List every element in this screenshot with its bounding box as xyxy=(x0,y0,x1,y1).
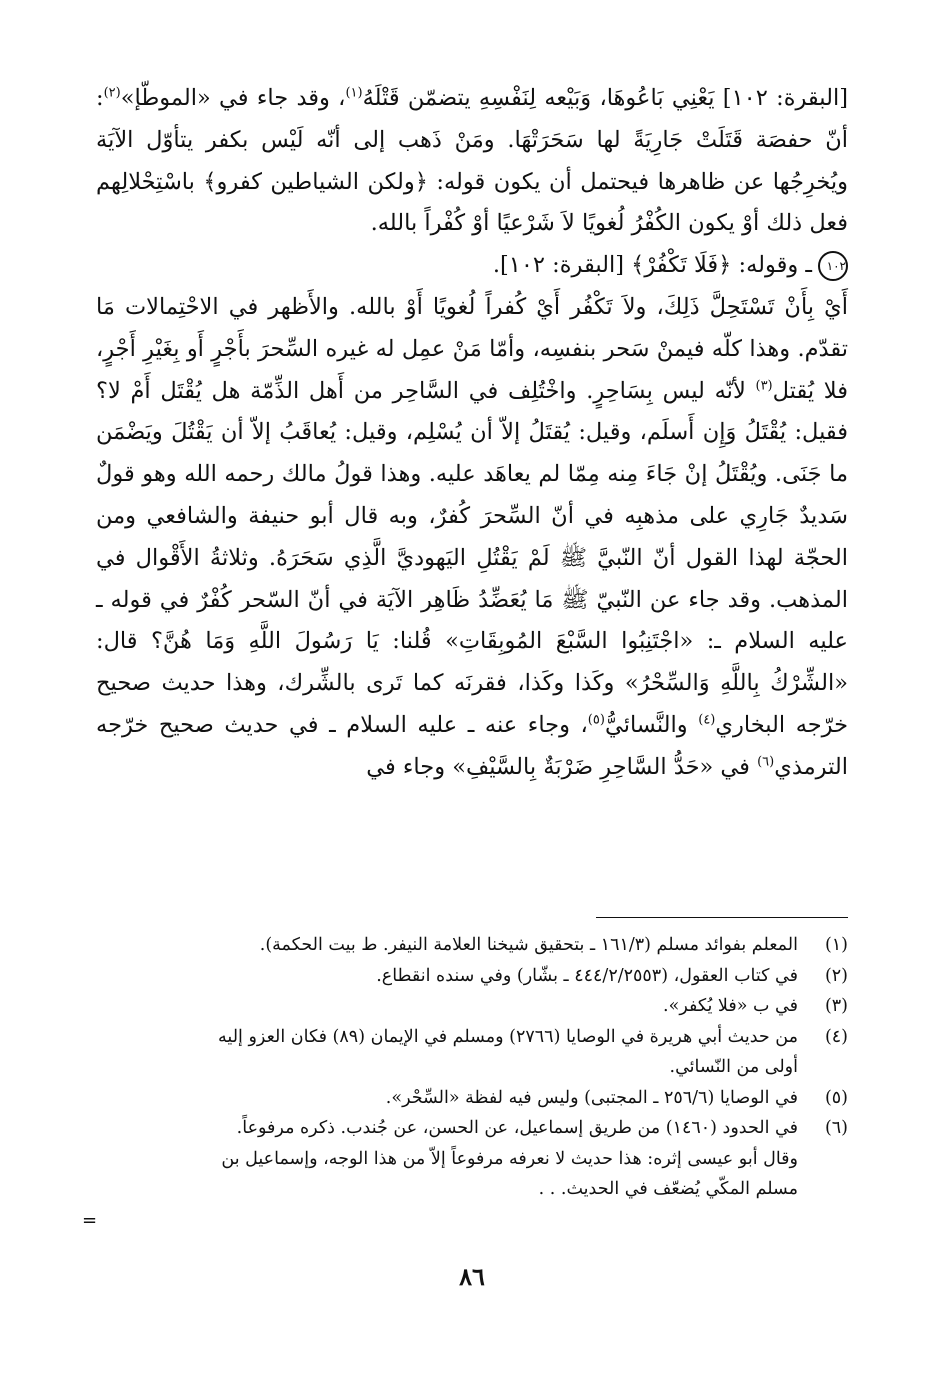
footnote-number: (٤) xyxy=(824,1026,848,1047)
footnote-item xyxy=(96,961,848,992)
footnote-number: (٦) xyxy=(824,1118,848,1138)
footnote-line: في الحدود (١٤٦٠) من طريق إسماعيل، عن الحسن، عن جُندب. ذكره مرفوعاً. xyxy=(236,1118,798,1138)
footnote-item xyxy=(96,1083,848,1114)
footnote-ref: (٢) xyxy=(103,85,121,101)
text-run: : أنّ حفصَة قَتَلَتْ جَارِيَةً لها سَحَرَتْهَا. ومَنْ ذَهب إلى أنّه لَيْس بكفر يتأوّل الآيَة ويُخرِجُها عن ظاهرها فيحتمل أن يكون قوله: ﴿ولكن الشياطين كفرو﴾ باسْتِحْلالِهم فعل ذلك أوْ يكون الكُفْرُ لُغويًا لاَ شَرْعيًا أوْ كُفْراً بالله. xyxy=(96,85,848,237)
continuation-mark: = xyxy=(82,1210,98,1231)
footnote-text xyxy=(96,991,798,1022)
footnote-line: وقال أبو عيسى إثره: هذا حديث لا نعرفه مرفوعاً إلاّ من هذا الوجه، وإسماعيل بن xyxy=(221,1148,798,1169)
footnote-ref: (٦) xyxy=(757,754,775,770)
footnote-ref: (٣) xyxy=(755,378,773,394)
footnote-line: في الوصايا (٢٥٦/٦ ـ المجتبى) وليس فيه لفظة «السِّحْر». xyxy=(385,1087,798,1108)
footnote-item xyxy=(96,991,848,1022)
footnote-text xyxy=(96,1083,798,1114)
footnotes xyxy=(96,930,848,1205)
footnote-line: في كتاب العقول، (٤٤٤/٢/٢٥٥٣ ـ بشّار) وفي سنده انقطاع. xyxy=(376,965,798,986)
footnote-line: من حديث أبي هريرة في الوصايا (٢٧٦٦) ومسلم في الإيمان (٨٩) فكان العزو إليه xyxy=(218,1026,798,1047)
footnote-item xyxy=(96,930,848,961)
main-text xyxy=(96,78,848,789)
verse-text: ـ وقوله: ﴿فَلَا تَكْفُرْ﴾ [البقرة: ١٠٢]. xyxy=(492,252,812,279)
footnote-ref: (٥) xyxy=(587,712,605,728)
footnote-text xyxy=(96,961,798,992)
footnote-line: في ب «فلا يُكفر». xyxy=(663,996,798,1016)
footnote-line: أولى من النّسائي. xyxy=(669,1057,798,1077)
footnote-item xyxy=(96,1113,848,1205)
footnote-number: (١) xyxy=(824,935,848,955)
footnote-number: (٣) xyxy=(824,996,848,1016)
paragraph-1 xyxy=(96,78,848,245)
footnote-text xyxy=(96,1113,798,1205)
page-number: ٨٦ xyxy=(459,1262,485,1291)
footnote-divider xyxy=(596,917,848,918)
footnote-line: مسلم المكّي يُضعّف في الحديث. . . xyxy=(538,1179,798,1199)
text-run: في «حَدُّ السَّاحِرِ ضَرْبَةٌ بِالسَّيْفِ» وجاء في xyxy=(366,753,758,780)
footnote-number: (٢) xyxy=(824,965,848,986)
footnote-ref: (٤) xyxy=(698,712,716,728)
verse-number-icon: ١٠٢ xyxy=(818,251,848,281)
text-run: [البقرة: ١٠٢] يَعْنِي بَاعُوهَا، وَبَيْعه لِنَفْسِهِ يتضمّن قَتْلَهُ xyxy=(362,85,848,111)
text-run: أَيْ بِأَنْ تَسْتَحِلَّ ذَلِكَ، ولاَ تَكْفُر أَيْ كُفراً لُغويًا أَوْ بالله. والأَظهر في الاحْتِمالات مَا تقدّم. وهذا كلّه فيمنْ سَحر بنفسِه، وأمّا مَنْ عمِل له غيره السِّحرَ بأَجْرٍ أَو بِغَيْرِ أَجْرٍ، فلا يُقتل xyxy=(96,293,848,404)
footnote-text xyxy=(96,1022,798,1083)
footnote-text xyxy=(96,930,798,961)
footnote-ref: (١) xyxy=(345,85,363,101)
text-run: والنَّسائيُّ xyxy=(604,711,699,738)
paragraph-2 xyxy=(96,287,848,789)
text-run: ، وجاء عنه ـ عليه السلام ـ في حديث صحيح خرّجه الترمذي xyxy=(96,711,848,780)
footnote-number: (٥) xyxy=(824,1087,848,1108)
footnote-item xyxy=(96,1022,848,1083)
text-run: ، وقد جاء في «الموطّإ» xyxy=(120,85,346,111)
body-paragraphs xyxy=(96,78,848,789)
verse-line xyxy=(96,245,848,287)
footnote-line: المعلم بفوائد مسلم (١٦١/٣ ـ بتحقيق شيخنا العلامة النيفر. ط بيت الحكمة). xyxy=(259,935,798,955)
text-run: لأنّه ليس بِسَاحِرٍ. واخْتُلِف في السَّاحِر من أَهل الذِّمّة هل يُقْتَل أَمْ لا؟ فقيل: يُقْتَلُ وَإِن أَسلَم، وقيل: يُقتَلُ إلاّ أن يُسْلِم، وقيل: يُعاقَبُ إلاّ أن يَقْتُلَ ويَضْمَن ما جَنَى. ويُقْتَلُ إنْ جَاءَ مِنه مِمّا لم يعاهَد عليه. وهذا قولُ مالك رحمه الله وهو قولٌ سَديدٌ جَارِي على مذهبِه في أنّ السِّحرَ كُفرٌ، وبه قال أبو حنيفة والشافعي ومن الحجّة لهذا القول أنّ النّبيَّ ﷺ لَمْ يَقْتُلِ اليَهوديَّ الَّذِي سَحَرَهُ. وثلاثةُ الأَقْوال في المذهب. وقد جاء عن النّبيّ ﷺ مَا يُعَضِّدُ ظَاهِر الآيَة في أنّ السّحر كُفْرٌ في قوله ـ عليه السلام ـ: «اجْتَنِبُوا السَّبْعَ المُوبِقَاتِ» قُلنا: يَا رَسُولَ اللَّهِ وَمَا هُنَّ؟ قال: «الشِّرْكُ بِاللَّهِ وَالسِّحْرُ» وكَذا وكَذا، فقرنَه كما تَرى بالشِّرك، وهذا حديث صحيح خرّجه البخاري xyxy=(96,377,848,738)
